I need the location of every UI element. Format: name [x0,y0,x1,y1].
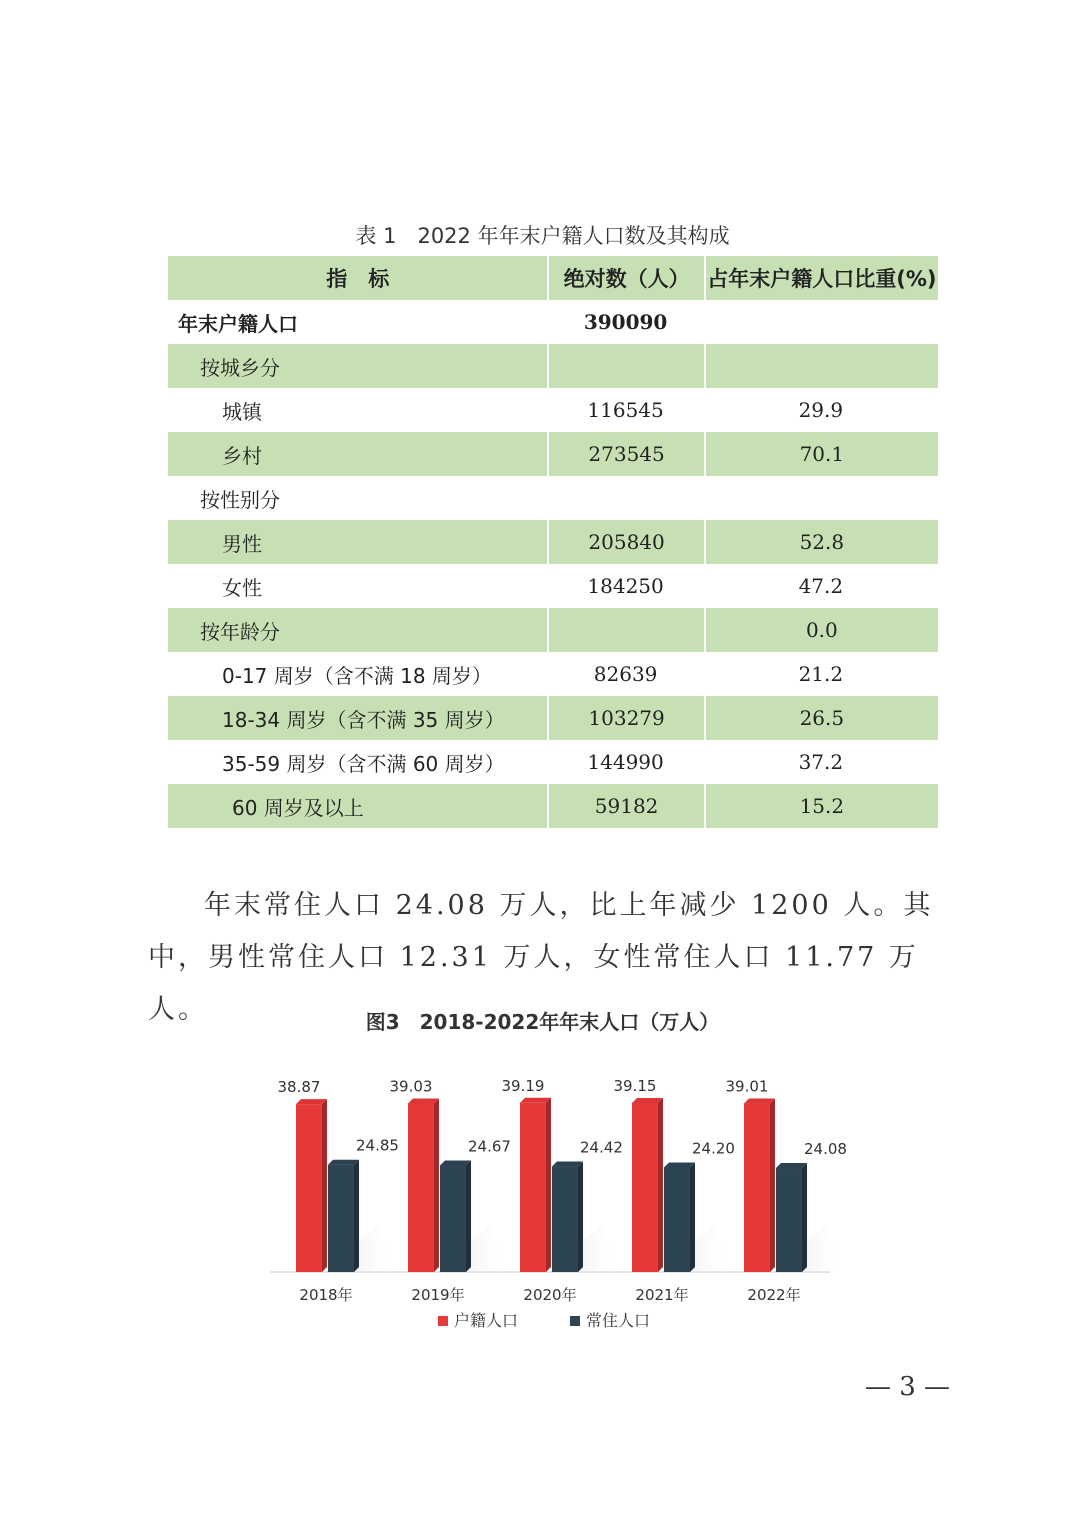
row-value: 273545 [547,432,703,476]
bar-huji-2021年 [632,1103,658,1272]
header-indicator: 指 标 [168,256,547,300]
bar-changzhu-2022年 [776,1168,802,1272]
row-share: 15.2 [704,784,938,828]
row-value: 184250 [587,574,664,598]
legend-swatch [570,1316,580,1326]
table-title: 表 1 2022 年年末户籍人口数及其构成 [355,224,730,248]
table-header-row [168,256,938,300]
data-label: 24.08 [804,1140,847,1159]
table-row [168,300,938,344]
category-label: 2018年 [299,1286,353,1304]
table-row [168,564,938,608]
legend [438,1311,650,1330]
bar-top [296,1099,327,1104]
row-share: 37.2 [798,750,844,774]
table-row [168,784,938,828]
row-label: 按年龄分 [168,608,547,652]
row-label: 按城乡分 [168,344,547,388]
bar-side [578,1162,583,1272]
bar-changzhu-2020年 [552,1167,578,1272]
row-label: 男性 [168,520,547,564]
population-table [168,256,938,828]
bar-changzhu-2019年 [440,1165,466,1272]
row-value: 390090 [583,310,668,334]
bar-huji-2022年 [744,1104,770,1272]
table-row [168,432,938,476]
table-row [168,388,938,432]
table-row [168,740,938,784]
row-label: 乡村 [168,432,547,476]
data-label: 24.85 [356,1136,399,1155]
row-share: 0.0 [704,608,938,652]
legend-label: 户籍人口 [454,1311,519,1330]
row-value [547,344,703,388]
bar-changzhu-2021年 [664,1168,690,1273]
data-label: 24.42 [580,1138,623,1157]
row-share: 47.2 [798,574,844,598]
bar-side [546,1098,551,1272]
row-share [704,300,938,344]
bar-side [658,1098,663,1272]
bar-changzhu-2018年 [328,1165,354,1272]
row-value: 205840 [547,520,703,564]
row-share: 29.9 [798,398,844,422]
bar-top [664,1163,695,1168]
bar-side [354,1160,359,1272]
data-label: 39.19 [501,1076,545,1095]
category-label: 2019年 [411,1286,465,1304]
row-share [704,344,938,388]
row-share: 26.5 [704,696,938,740]
row-label: 0-17 周岁（含不满 18 周岁） [222,663,492,688]
category-label: 2021年 [635,1286,689,1304]
bar-top [776,1163,807,1168]
bar-top [440,1160,471,1165]
page-number: — 3 — [864,1372,951,1402]
row-share: 70.1 [704,432,938,476]
bar-side [770,1099,775,1272]
table-row [168,652,938,696]
bar-side [434,1098,439,1272]
row-value: 59182 [547,784,703,828]
bar-side [322,1099,327,1272]
row-value: 82639 [593,662,658,686]
bar-top [632,1098,663,1103]
bars-layer [296,1098,844,1272]
row-share: 21.2 [798,662,844,686]
category-label: 2022年 [747,1286,801,1304]
row-label: 35-59 周岁（含不满 60 周岁） [222,751,505,776]
header-absolute: 绝对数（人） [547,256,703,300]
data-label: 39.15 [613,1076,657,1095]
bar-side [690,1163,695,1273]
legend-swatch [438,1316,448,1326]
data-label: 38.87 [277,1078,321,1097]
row-label: 按性别分 [200,487,280,512]
row-value: 116545 [587,398,664,422]
row-value [547,476,703,520]
bar-side [466,1160,471,1272]
bar-side [802,1163,807,1272]
table-row [168,608,938,652]
data-label: 24.20 [692,1139,735,1158]
row-share: 52.8 [704,520,938,564]
row-value: 103279 [547,696,703,740]
row-label: 60 周岁及以上 [168,784,547,828]
legend-label: 常住人口 [586,1311,651,1330]
bar-top [520,1098,551,1103]
data-label: 39.03 [389,1077,433,1096]
row-value [547,608,703,652]
bar-top [328,1160,359,1165]
bar-top [408,1098,439,1103]
row-label: 年末户籍人口 [178,311,298,336]
figure-title: 图3 2018-2022年年末人口（万人） [365,1010,720,1034]
table-row [168,520,938,564]
row-value: 144990 [587,750,664,774]
bar-huji-2020年 [520,1103,546,1272]
row-label: 城镇 [222,399,262,424]
bar-huji-2019年 [408,1103,434,1272]
row-label: 18-34 周岁（含不满 35 周岁） [168,696,547,740]
header-share: 占年末户籍人口比重(%) [704,256,938,300]
table-row [168,696,938,740]
data-label: 24.67 [468,1137,511,1156]
row-share [704,476,938,520]
data-label: 39.01 [725,1077,769,1096]
row-label: 女性 [222,575,262,600]
paragraph-text: 年末常住人口 24.08 万人，比上年减少 1200 人。其中，男性常住人口 12.31 万人，女性常住人口 11.77 万人。 [148,890,934,1025]
bar-top [744,1099,775,1104]
table-row [168,344,938,388]
table-row [168,476,938,520]
population-bar-chart [260,1050,847,1350]
bar-top [552,1162,583,1167]
bar-huji-2018年 [296,1104,322,1272]
category-label: 2020年 [523,1286,577,1304]
